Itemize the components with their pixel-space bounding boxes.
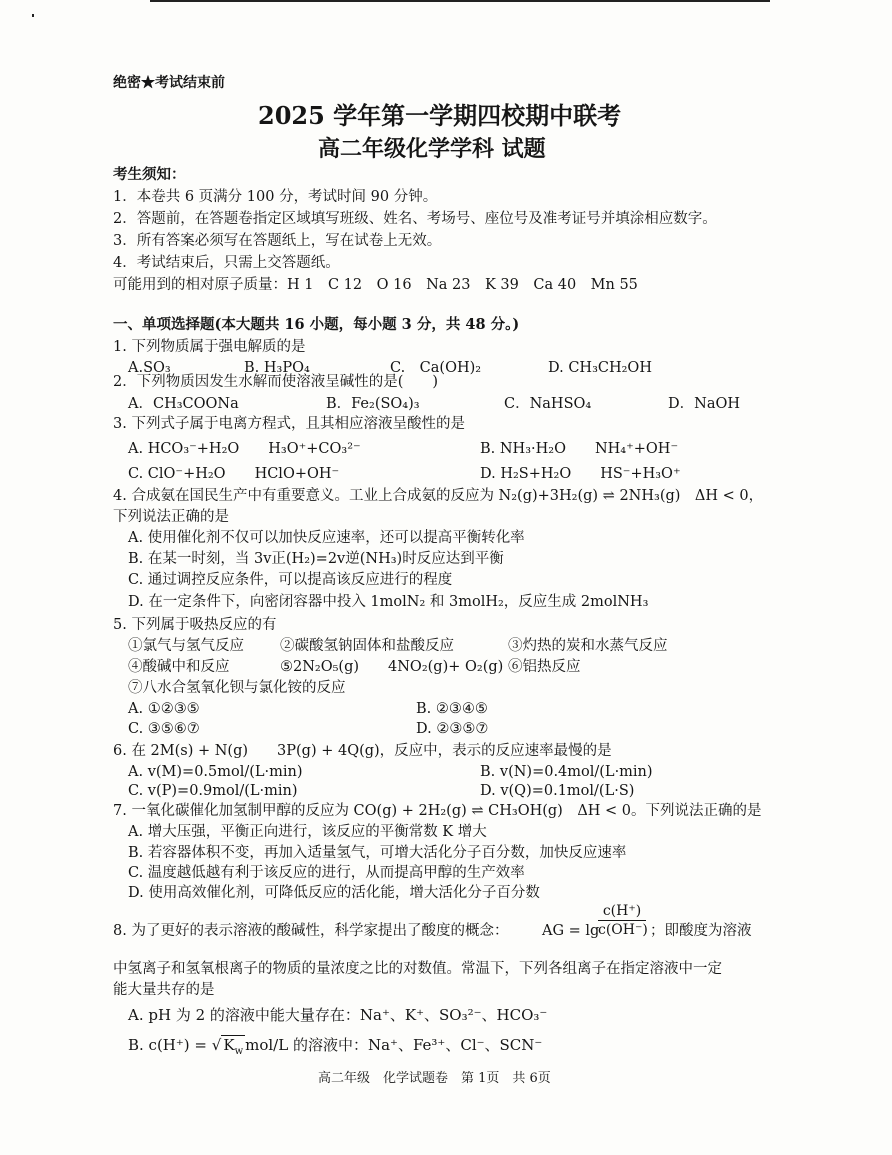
question-8-stem-tail: ；即酸度为溶液 (650, 923, 752, 939)
question-8-option-b (128, 1036, 542, 1061)
question-8-stem-cont: 能大量共存的是 (113, 982, 215, 998)
question-4-option-d: D. 在一定条件下，向密闭容器中投入 1molN₂ 和 3molH₂，反应生成 2molNH₃ (128, 594, 649, 610)
section-heading: 一、单项选择题(本大题共 16 小题，每小题 3 分，共 48 分。) (113, 316, 520, 333)
question-5-option-d: D. ②③⑤⑦ (416, 721, 489, 737)
question-5-option-b: B. ②③④⑤ (416, 701, 488, 717)
question-2-option-d: D．NaOH (668, 396, 740, 412)
question-3-option-b: B. NH₃·H₂O NH₄⁺+OH⁻ (480, 441, 679, 457)
fraction-numerator: c(H⁺) (602, 903, 642, 919)
question-4-option-b: B. 在某一时刻，当 3v正(H₂)=2v逆(NH₃)时反应达到平衡 (128, 551, 504, 567)
acidity-fraction (598, 903, 646, 938)
question-1-option-a: A.SO₃ (128, 360, 171, 376)
question-2-option-b: B．Fe₂(SO₄)₃ (326, 396, 420, 412)
question-5-option-a: A. ①②③⑤ (128, 701, 200, 717)
question-6-option-d: D. v(Q)=0.1mol/(L·S) (480, 783, 635, 799)
option-b-prefix: B. c(H⁺) = (128, 1036, 212, 1054)
notice-item: 2．答题前，在答题卷指定区域填写班级、姓名、考场号、座位号及准考证号并填涂相应数字。 (113, 211, 717, 227)
question-7-option-b: B. 若容器体积不变，再加入适量氢气，可增大活化分子百分数，加快反应速率 (128, 845, 627, 861)
question-7-option-d: D. 使用高效催化剂，可降低反应的活化能，增大活化分子百分数 (128, 885, 540, 901)
question-7-option-a: A. 增大压强，平衡正向进行，该反应的平衡常数 K 增大 (128, 824, 487, 840)
question-5-item: ③灼热的炭和水蒸气反应 (508, 638, 668, 654)
question-4-option-a: A. 使用催化剂不仅可以加快反应速率，还可以提高平衡转化率 (128, 530, 525, 546)
question-6-option-b: B. v(N)=0.4mol/(L·min) (480, 764, 653, 780)
question-7-option-c: C. 温度越低越有利于该反应的进行，从而提高甲醇的生产效率 (128, 865, 525, 881)
question-3-stem: 3. 下列式子属于电离方程式，且其相应溶液呈酸性的是 (113, 416, 465, 432)
question-1-stem: 1. 下列物质属于强电解质的是 (113, 339, 306, 355)
question-5-item: ⑥铝热反应 (508, 659, 581, 675)
question-2-option-a: A．CH₃COONa (128, 396, 239, 412)
option-b-suffix: mol/L 的溶液中：Na⁺、Fe³⁺、Cl⁻、SCN⁻ (245, 1036, 543, 1054)
question-8-stem-cont: 中氢离子和氢氧根离子的物质的量浓度之比的对数值。常温下，下列各组离子在指定溶液中一定 (113, 961, 722, 977)
fraction-bar (598, 920, 646, 921)
question-5-item: ⑤2N₂O₅(g) 4NO₂(g)+ O₂(g) (280, 659, 504, 675)
question-2-option-c: C．NaHSO₄ (504, 396, 592, 412)
notice-heading: 考生须知： (113, 166, 186, 183)
exam-title: 2025 学年第一学期四校期中联考 (258, 101, 622, 130)
scan-mark (32, 14, 34, 17)
notice-item: 3．所有答案必须写在答题纸上，写在试卷上无效。 (113, 233, 442, 249)
question-5-item: ⑦八水合氢氧化钡与氯化铵的反应 (128, 680, 346, 696)
question-5-option-c: C. ③⑤⑥⑦ (128, 721, 200, 737)
question-3-option-a: A. HCO₃⁻+H₂O H₃O⁺+CO₃²⁻ (128, 441, 361, 457)
sqrt-k: K (223, 1036, 235, 1054)
notice-item: 4．考试结束后，只需上交答题纸。 (113, 255, 340, 271)
question-6-option-a: A. v(M)=0.5mol/(L·min) (128, 764, 303, 780)
question-6-option-c: C. v(P)=0.9mol/(L·min) (128, 783, 298, 799)
question-4-option-c: C. 通过调控反应条件，可以提高该反应进行的程度 (128, 572, 453, 588)
question-5-stem: 5. 下列属于吸热反应的有 (113, 617, 277, 633)
question-8-option-a: A. pH 为 2 的溶液中能大量存在：Na⁺、K⁺、SO₃²⁻、HCO₃⁻ (128, 1006, 548, 1024)
question-4-stem-cont: 下列说法正确的是 (113, 509, 229, 525)
question-8-stem: 8. 为了更好的表示溶液的酸碱性，科学家提出了酸度的概念： (113, 923, 509, 939)
question-1-option-c: C. Ca(OH)₂ (390, 360, 482, 376)
question-1-option-d: D. CH₃CH₂OH (548, 360, 652, 376)
sqrt-w: w (234, 1046, 244, 1057)
question-3-option-c: C. ClO⁻+H₂O HClO+OH⁻ (128, 466, 340, 482)
question-5-item: ②碳酸氢钠固体和盐酸反应 (280, 638, 454, 654)
question-5-item: ④酸碱中和反应 (128, 659, 230, 675)
question-7-stem: 7. 一氧化碳催化加氢制甲醇的反应为 CO(g) + 2H₂(g) ⇌ CH₃OH(g) ΔH < 0。下列说法正确的是 (113, 803, 762, 819)
exam-subtitle: 高二年级化学学科 试题 (318, 136, 546, 162)
scan-edge-line (150, 0, 770, 2)
question-3-option-d: D. H₂S+H₂O HS⁻+H₃O⁺ (480, 466, 681, 482)
sqrt-radicand (221, 1035, 245, 1057)
fraction-denominator: c(OH⁻) (598, 922, 648, 938)
question-2-stem: 2．下列物质因发生水解而使溶液呈碱性的是( ) (113, 374, 439, 390)
question-1-option-b: B. H₃PO₄ (244, 360, 310, 376)
sqrt-sign: √ (211, 1036, 222, 1054)
notice-item: 1．本卷共 6 页满分 100 分，考试时间 90 分钟。 (113, 189, 438, 205)
question-4-stem: 4. 合成氨在国民生产中有重要意义。工业上合成氨的反应为 N₂(g)+3H₂(g) ⇌ 2NH₃(g) ΔH < 0， (113, 488, 764, 504)
atomic-masses: 可能用到的相对原子质量：H 1 C 12 O 16 Na 23 K 39 Ca 40 Mn 55 (113, 277, 638, 293)
secret-mark: 绝密★考试结束前 (113, 75, 225, 91)
question-6-stem: 6. 在 2M(s) + N(g) 3P(g) + 4Q(g)，反应中，表示的反应速率最慢的是 (113, 743, 612, 759)
acidity-formula-ag: AG = lg (542, 923, 600, 939)
page-footer: 高二年级 化学试题卷 第 1页 共 6页 (318, 1071, 551, 1086)
question-5-item: ①氯气与氢气反应 (128, 638, 244, 654)
